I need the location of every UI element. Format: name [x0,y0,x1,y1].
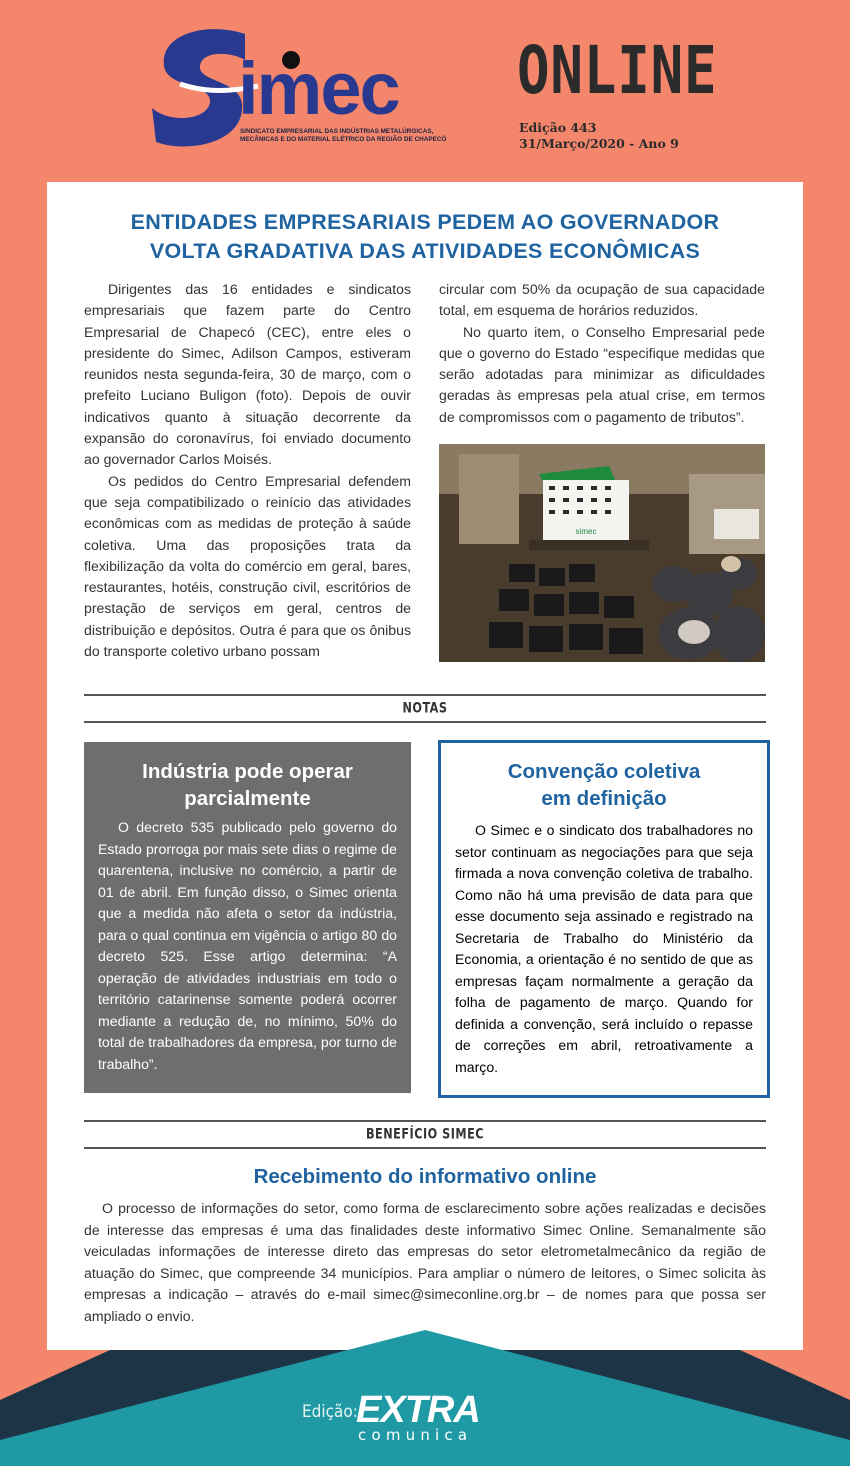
note-convencao-text: O Simec e o sindicato dos trabalhadores no setor continuam as negociações para que seja firmada a nova convenção coletiva de trabalho. Como não há uma previsão de data para que esse documento seja assinado e registrado na Secretaria de Trabalho do Ministério da Economia, a orientação é no sentido de que as empresas façam normalmente a geração da folha de pagamento de março. Quando for definida a convenção, será incluído o repasse de correções em abril, retroativamente a março. [455,822,753,1075]
online-title: ONLINE [517,32,718,109]
masthead [0,0,850,182]
beneficio-label: BENEFÍCIO SIMEC [365,1125,485,1142]
article-paragraph: Dirigentes das 16 entidades e sindicatos empresariais que fazem parte do Centro Empresarial de Chapecó (CEC), entre eles o presidente do Simec, Adilson Campos, estiveram reunidos nesta segunda-feira, 30 de março, com o prefeito Luciano Buligon (foto). Depois de ouvir indicativos quanto à situação decorrente da expansão do coronavírus, foi enviado documento ao governador Carlos Moisés. [84,281,411,468]
footer-edicao-label: Edição: [302,1402,358,1422]
beneficio-rule-bottom [84,1147,766,1149]
logo-subtitle: SINDICATO EMPRESARIAL DAS INDÚSTRIAS METALÚRGICAS, MECÂNICAS E DO MATERIAL ELÉTRICO DA REGIÃO DE CHAPECÓ [240,128,447,143]
article-column-left [84,279,411,662]
extra-logo: EXTRA [356,1389,480,1431]
main-headline: ENTIDADES EMPRESARIAIS PEDEM AO GOVERNADOR VOLTA GRADATIVA DAS ATIVIDADES ECONÔMICAS [130,210,720,263]
beneficio-title: Recebimento do informativo online [253,1165,597,1188]
extra-logo-sub: comunica [358,1426,473,1444]
note-convencao-title: Convenção coletiva em definição [507,760,701,810]
note-industria-title: Indústria pode operar parcialmente [142,760,353,810]
article-paragraph: Os pedidos do Centro Empresarial defendem que seja compatibilizado o reinício das atividades econômicas com as medidas de proteção à saúde coletiva. Uma das proposições trata da flexibilização da volta do comércio em geral, bares, restaurantes, hotéis, construção civil, escritórios de prestação de serviços em geral, centros de distribuição e depósitos. Outra é para que os ônibus do transporte coletivo urbano possam [84,472,411,660]
article-paragraph: circular com 50% da ocupação de sua capacidade total, em esquema de horários reduzidos. [439,281,765,319]
note-industria-text: O decreto 535 publicado pelo governo do Estado prorroga por mais sete dias o regime de quarentena, inclusive no comércio, a partir de 01 de abril. Em função disso, o Simec orienta que a medida não afeta o setor da indústria, para o qual continua em vigência o artigo 80 do decreto 525. Esse artigo determina: “A operação de atividades industriais em todo o território catarinense somente poderá ocorrer mediante a redução de, no mínimo, 50% do total de trabalhadores da empresa, por turno de trabalho”. [98,819,397,1072]
meeting-photo [439,444,765,662]
edition-number: Edição 443 [519,120,597,135]
notas-rule-top [84,694,766,696]
article-page [47,182,803,1350]
beneficio-body [84,1198,766,1327]
note-convencao [438,740,770,1098]
edition-info [519,120,679,152]
note-industria [84,742,411,1093]
notas-label: NOTAS [402,699,448,716]
article-column-right [439,279,765,428]
simec-logo [150,24,470,154]
edition-date: 31/Março/2020 - Ano 9 [519,136,679,151]
notas-rule-bottom [84,721,766,723]
photo-banner-text: simec [575,527,597,536]
logo-wordmark: imec [238,47,399,130]
beneficio-text: O processo de informações do setor, como forma de esclarecimento sobre ações realizadas e decisões de interesse das empresas é uma das finalidades deste informativo Simec Online. Semanalmente são veiculadas informações de interesse direto das empresas do setor eletrometalmecânico da região de atuação do Simec, que compreende 34 municípios. Para ampliar o número de leitores, o Simec solicita às empresas a indicação – através do e-mail simec@simeconline.org.br – de nomes para que possa ser ampliado o envio. [84,1200,766,1324]
article-paragraph: No quarto item, o Conselho Empresarial pede que o governo do Estado “especifique medidas que serão adotadas para minimizar as dificuldades geradas às empresas pela atual crise, em termos de compromissos com o pagamento de tributos”. [439,323,765,425]
beneficio-rule-top [84,1120,766,1122]
